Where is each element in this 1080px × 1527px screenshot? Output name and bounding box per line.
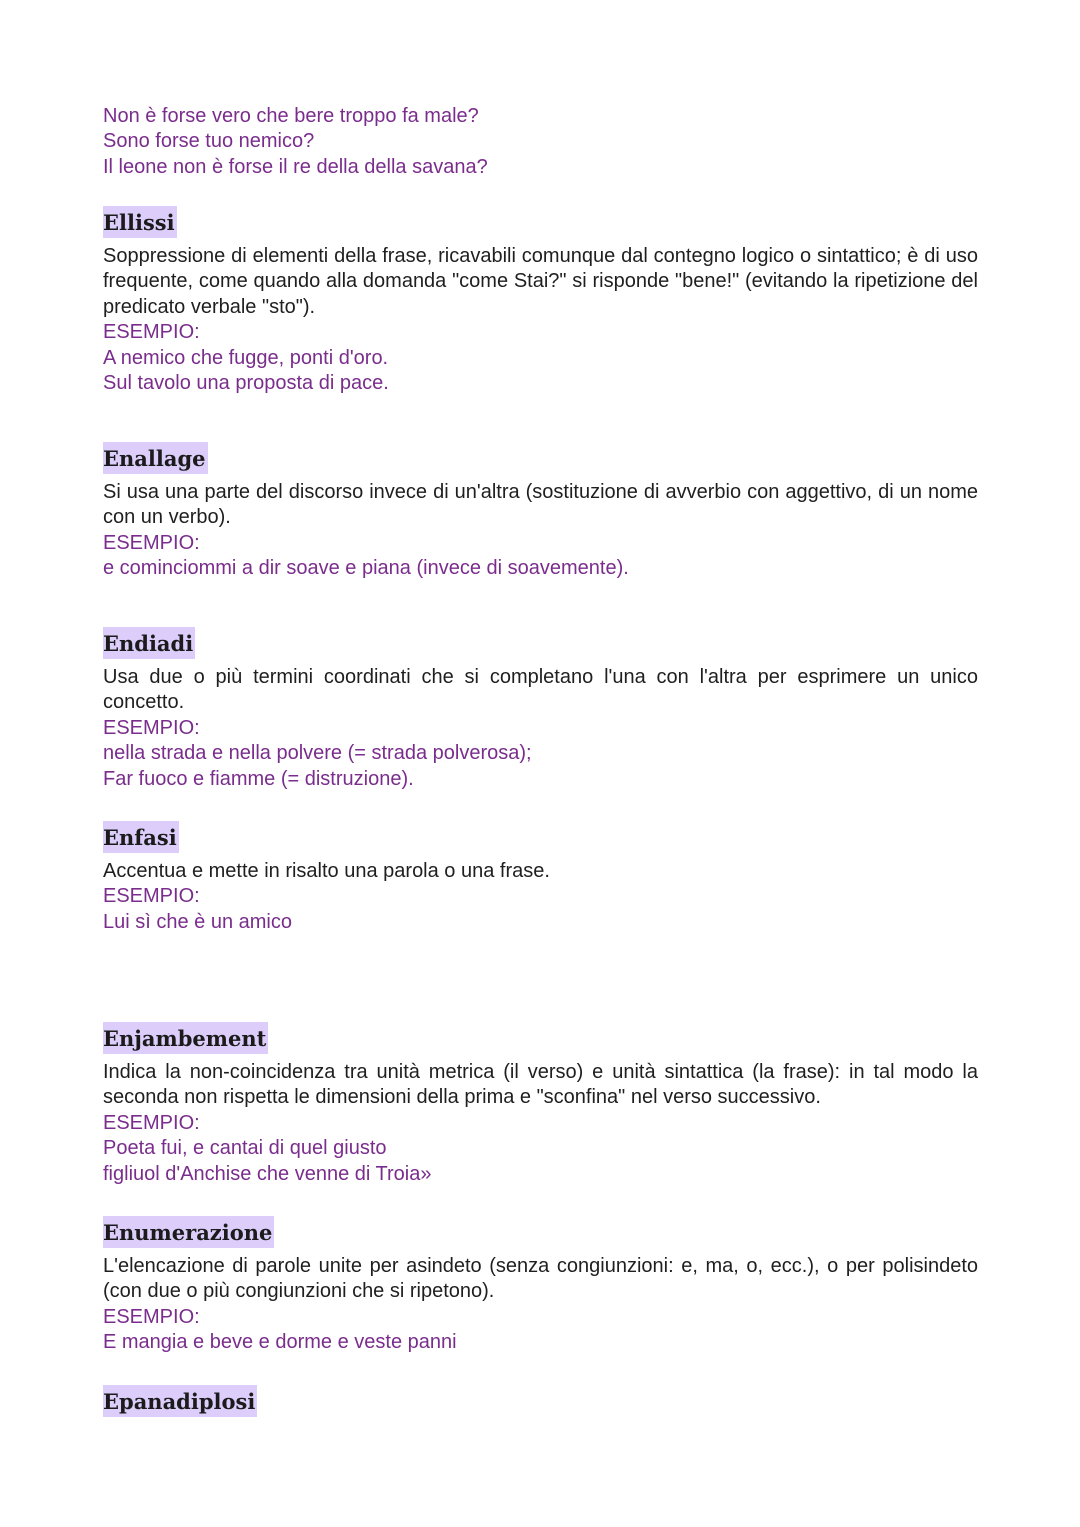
example-label: ESEMPIO: xyxy=(103,1111,200,1134)
intro-examples xyxy=(103,104,978,180)
example-line: A nemico che fugge, ponti d'oro. xyxy=(103,346,389,369)
example-line: Poeta fui, e cantai di quel giusto xyxy=(103,1137,387,1160)
example-line: Sul tavolo una proposta di pace. xyxy=(103,372,389,395)
section-ellissi xyxy=(103,206,978,396)
section-description: Accentua e mette in risalto una parola o una frase. xyxy=(103,860,550,882)
example-line: Sono forse tuo nemico? xyxy=(103,130,315,153)
section-title: Enumerazione xyxy=(103,1216,274,1248)
example-line: e cominciommi a dir soave e piana (invece di soavemente). xyxy=(103,557,629,580)
section-description: Indica la non-coincidenza tra unità metrica (il verso) e unità sintattica (la frase): in tal modo la seconda non rispetta le dimensioni della prima e "sconfina" nel verso successivo. xyxy=(103,1061,978,1109)
example-line: Lui sì che è un amico xyxy=(103,910,292,933)
example-line: Il leone non è forse il re della della savana? xyxy=(103,155,488,178)
section-description: Soppressione di elementi della frase, ricavabili comunque dal contegno logico o sintattico; è di uso frequente, come quando alla domanda "come Stai?" si risponde "bene!" (evitando la ripetizione del predicato verbale "sto"). xyxy=(103,245,978,318)
example-label: ESEMPIO: xyxy=(103,531,200,554)
section-description: Usa due o più termini coordinati che si completano l'una con l'altra per esprimere un unico concetto. xyxy=(103,666,978,714)
example-label: ESEMPIO: xyxy=(103,716,200,739)
section-enallage xyxy=(103,442,978,582)
example-line: nella strada e nella polvere (= strada polverosa); xyxy=(103,742,532,765)
section-title: Enallage xyxy=(103,442,208,474)
example-line: Non è forse vero che bere troppo fa male? xyxy=(103,105,479,127)
section-title: Ellissi xyxy=(103,206,177,238)
section-enjambement xyxy=(103,1022,978,1187)
section-description: Si usa una parte del discorso invece di un'altra (sostituzione di avverbio con aggettivo, di un nome con un verbo). xyxy=(103,481,978,529)
example-line: E mangia e beve e dorme e veste panni xyxy=(103,1331,457,1354)
section-enumerazione xyxy=(103,1216,978,1356)
example-line: figliuol d'Anchise che venne di Troia» xyxy=(103,1162,432,1185)
section-description: L'elencazione di parole unite per asindeto (senza congiunzioni: e, ma, o, ecc.), o per polisindeto (con due o più congiunzioni che si ripetono). xyxy=(103,1255,978,1303)
example-label: ESEMPIO: xyxy=(103,321,200,344)
section-title: Enjambement xyxy=(103,1022,268,1054)
section-title: Enfasi xyxy=(103,821,179,853)
section-title: Endiadi xyxy=(103,627,195,659)
section-title: Epanadiplosi xyxy=(103,1385,257,1417)
section-enfasi xyxy=(103,821,978,935)
example-label: ESEMPIO: xyxy=(103,885,200,908)
example-label: ESEMPIO: xyxy=(103,1305,200,1328)
section-epanadiplosi xyxy=(103,1385,978,1417)
section-endiadi xyxy=(103,627,978,792)
example-line: Far fuoco e fiamme (= distruzione). xyxy=(103,767,414,790)
